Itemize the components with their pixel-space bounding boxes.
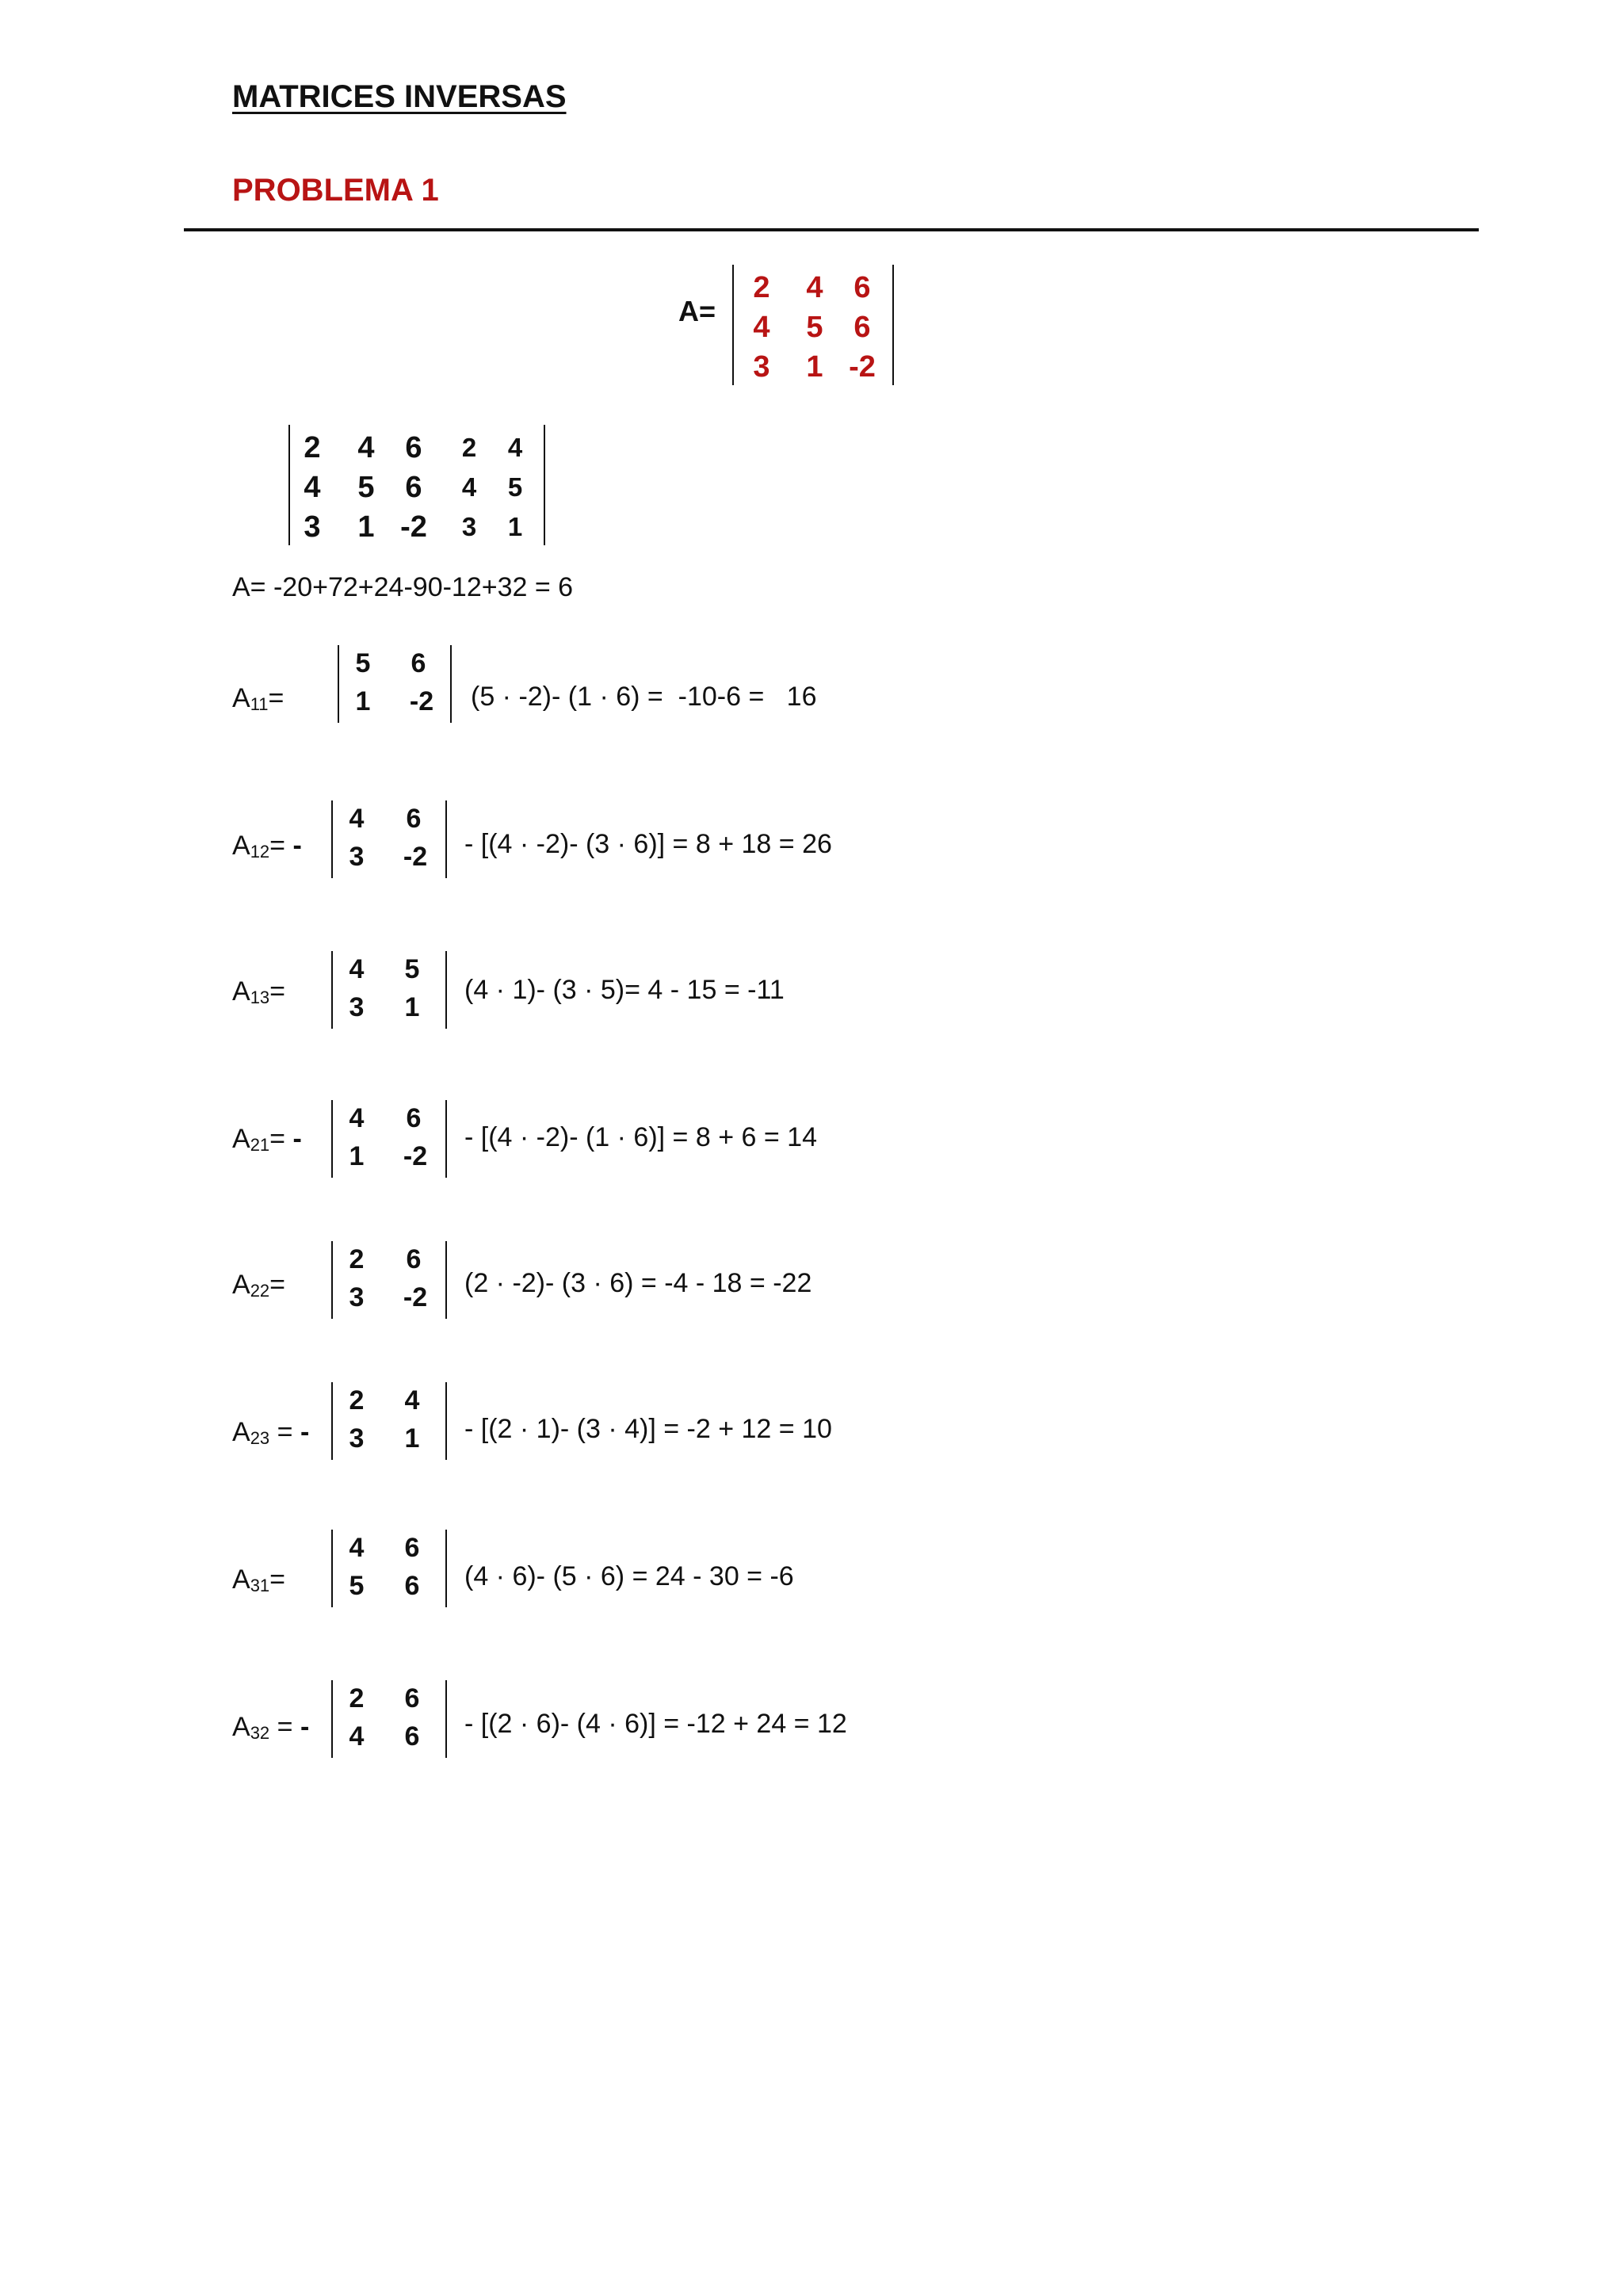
- minor-determinant: [331, 1100, 447, 1178]
- minor-cell: 5: [404, 954, 420, 984]
- minor-cell: 6: [406, 1103, 422, 1133]
- minor-cell: 4: [349, 954, 365, 984]
- matrix-a-cell: 5: [806, 311, 823, 344]
- cofactor-subscript: 11: [250, 694, 269, 714]
- cofactor-label: [232, 1564, 285, 1596]
- cofactor-name: A: [232, 1712, 250, 1742]
- cofactor-subscript: 21: [250, 1135, 270, 1155]
- minor-cell: 6: [404, 1571, 420, 1601]
- cofactor-label: [232, 1417, 309, 1449]
- minor-cell: 2: [349, 1244, 365, 1274]
- sign-minus: -: [292, 1124, 302, 1154]
- cofactor-subscript: 31: [250, 1576, 270, 1595]
- minor-cell: 6: [404, 1683, 420, 1713]
- matrix-a: [732, 265, 894, 385]
- minor-cell: 1: [404, 992, 420, 1022]
- cofactor-expression: - [(4 · -2)- (1 · 6)] = 8 + 6 = 14: [464, 1122, 817, 1152]
- cofactor-name: A: [232, 1270, 250, 1300]
- minor-cell: 4: [349, 1103, 365, 1133]
- cofactor-subscript: 22: [250, 1281, 270, 1301]
- minor-cell: 4: [349, 1533, 365, 1563]
- cofactor-expression: (4 · 6)- (5 · 6) = 24 - 30 = -6: [464, 1561, 794, 1591]
- minor-cell: 6: [411, 648, 426, 678]
- matrix-a-cell: 4: [806, 271, 823, 304]
- cofactor-subscript: 12: [250, 842, 270, 861]
- cofactor-name: A: [232, 1124, 250, 1154]
- minor-cell: 5: [349, 1571, 365, 1601]
- cofactor-name: A: [232, 831, 250, 861]
- sarrus-cell: 5: [507, 472, 523, 502]
- matrix-a-cell: 2: [753, 271, 770, 304]
- sign-minus: -: [300, 1417, 310, 1447]
- minor-cell: 2: [349, 1683, 365, 1713]
- sign-minus: -: [292, 831, 302, 861]
- minor-cell: 1: [355, 686, 371, 716]
- minor-cell: 6: [404, 1533, 420, 1563]
- cofactor-expression: - [(2 · 1)- (3 · 4)] = -2 + 12 = 10: [464, 1414, 832, 1444]
- cofactor-label: [232, 1712, 309, 1744]
- sarrus-cell: 1: [507, 512, 523, 541]
- cofactor-equals: =: [268, 683, 285, 713]
- minor-cell: 4: [349, 1721, 365, 1752]
- cofactor-equals: =: [269, 1124, 286, 1154]
- sarrus-cell: 4: [304, 471, 321, 504]
- sarrus-cell: 4: [507, 433, 523, 462]
- cofactor-expression: (2 · -2)- (3 · 6) = -4 - 18 = -22: [464, 1268, 812, 1298]
- sarrus-cell: 6: [405, 471, 422, 504]
- matrix-a-cell: 4: [753, 311, 770, 344]
- determinant-line: A= -20+72+24-90-12+32 = 6: [232, 572, 574, 602]
- cofactor-expression: (4 · 1)- (3 · 5)= 4 - 15 = -11: [464, 975, 785, 1005]
- matrix-a-cell: 3: [753, 350, 770, 384]
- minor-cell: 4: [404, 1385, 420, 1415]
- sarrus-cell: 3: [304, 510, 321, 544]
- minor-determinant: [331, 951, 447, 1029]
- cofactor-label: [232, 683, 284, 715]
- matrix-a-cell: 6: [854, 271, 871, 304]
- sarrus-cell: 1: [357, 510, 375, 544]
- minor-cell: 1: [349, 1141, 365, 1171]
- sarrus-cell: 4: [357, 431, 375, 464]
- sarrus-cell: 4: [461, 472, 477, 502]
- minor-cell: 3: [349, 992, 365, 1022]
- cofactor-name: A: [232, 1564, 250, 1595]
- matrix-a-cell: 6: [854, 311, 871, 344]
- minor-cell: 6: [404, 1721, 420, 1752]
- minor-cell: 5: [355, 648, 371, 678]
- matrix-a-cell: -2: [849, 350, 876, 384]
- sarrus-cell: 6: [405, 431, 422, 464]
- cofactor-expression: (5 · -2)- (1 · 6) = -10-6 = 16: [471, 682, 817, 712]
- minor-cell: 3: [349, 1423, 365, 1454]
- cofactor-label: [232, 831, 302, 862]
- cofactor-expression: - [(2 · 6)- (4 · 6)] = -12 + 24 = 12: [464, 1709, 847, 1739]
- minor-cell: -2: [403, 1282, 428, 1312]
- minor-cell: -2: [403, 842, 428, 872]
- cofactor-equals: =: [269, 831, 286, 861]
- horizontal-rule: [184, 228, 1479, 231]
- cofactor-name: A: [232, 1417, 250, 1447]
- minor-determinant: [331, 1530, 447, 1607]
- cofactor-label: [232, 976, 285, 1008]
- minor-cell: 3: [349, 1282, 365, 1312]
- problem-heading: PROBLEMA 1: [232, 173, 439, 208]
- cofactor-subscript: 23: [250, 1428, 270, 1448]
- minor-cell: -2: [409, 686, 434, 716]
- minor-cell: 2: [349, 1385, 365, 1415]
- minor-cell: -2: [403, 1141, 428, 1171]
- minor-cell: 1: [404, 1423, 420, 1454]
- cofactor-label: [232, 1124, 302, 1156]
- cofactor-equals: =: [269, 1712, 293, 1742]
- sign-minus: -: [300, 1712, 310, 1742]
- sarrus-cell: -2: [400, 510, 427, 544]
- document-title: MATRICES INVERSAS: [232, 79, 567, 114]
- minor-determinant: [331, 1680, 447, 1758]
- minor-determinant: [338, 645, 452, 723]
- minor-determinant: [331, 1241, 447, 1319]
- cofactor-name: A: [232, 683, 250, 713]
- sarrus-cell: 2: [304, 431, 321, 464]
- cofactor-name: A: [232, 976, 250, 1007]
- matrix-a-label: A=: [678, 295, 716, 327]
- minor-determinant: [331, 1382, 447, 1460]
- sarrus-cell: 5: [357, 471, 375, 504]
- minor-determinant: [331, 800, 447, 878]
- cofactor-expression: - [(4 · -2)- (3 · 6)] = 8 + 18 = 26: [464, 829, 832, 859]
- sarrus-cell: 3: [461, 512, 477, 541]
- matrix-a-cell: 1: [806, 350, 823, 384]
- cofactor-equals: =: [269, 976, 286, 1007]
- cofactor-equals: =: [269, 1564, 286, 1595]
- minor-cell: 6: [406, 1244, 422, 1274]
- minor-cell: 3: [349, 842, 365, 872]
- cofactor-equals: =: [269, 1270, 286, 1300]
- sarrus-matrix: [288, 425, 545, 545]
- cofactor-equals: =: [269, 1417, 293, 1447]
- cofactor-subscript: 32: [250, 1723, 270, 1743]
- cofactor-label: [232, 1270, 285, 1301]
- minor-cell: 4: [349, 804, 365, 834]
- minor-cell: 6: [406, 804, 422, 834]
- cofactor-subscript: 13: [250, 988, 270, 1007]
- sarrus-cell: 2: [461, 433, 477, 462]
